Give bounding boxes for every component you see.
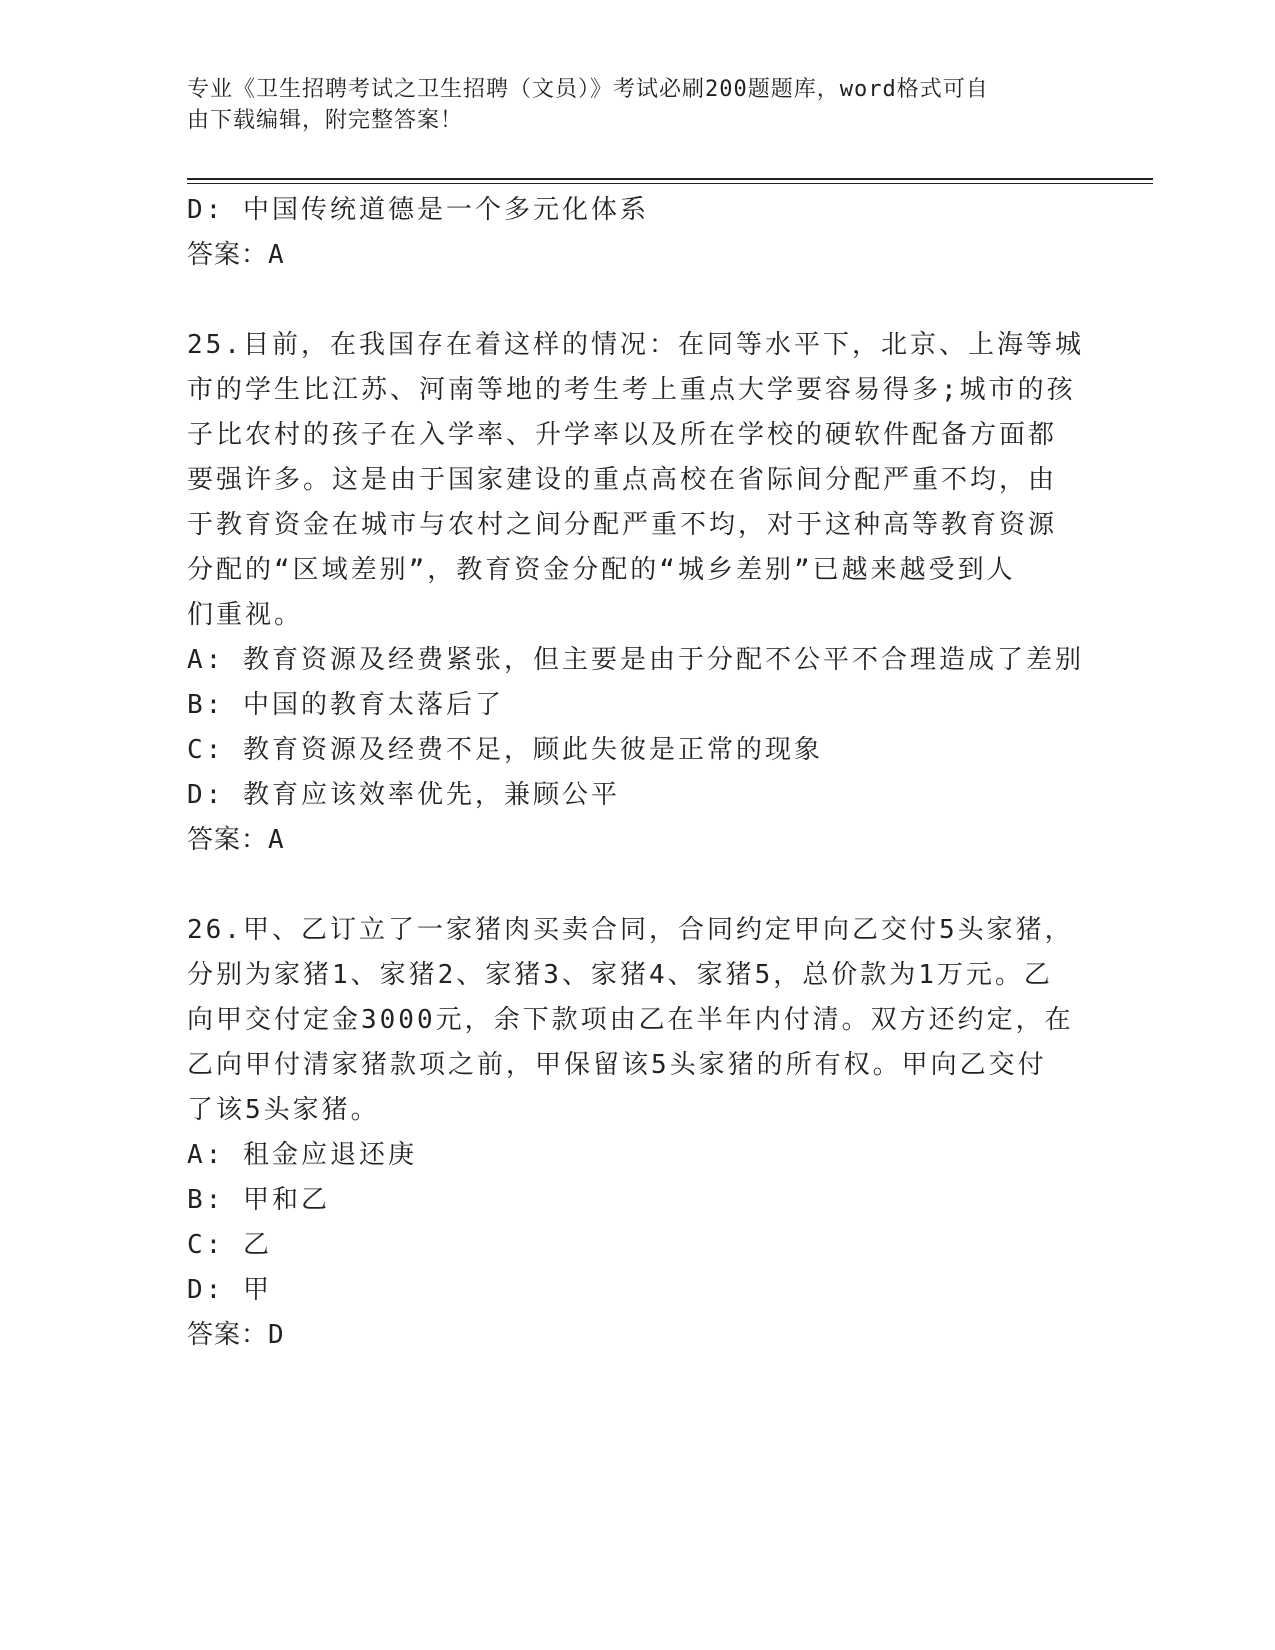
stem-line: 向甲交付定金3000元，余下款项由乙在半年内付清。双方还约定，在 (187, 1005, 1074, 1035)
page-header (187, 74, 1077, 136)
stem-line: 25.目前，在我国存在着这样的情况：在同等水平下，北京、上海等城 (187, 330, 1084, 360)
stem-line: 乙向甲付清家猪款项之前，甲保留该5头家猪的所有权。甲向乙交付 (187, 1050, 1047, 1080)
option-d: D: 中国传统道德是一个多元化体系 (187, 195, 649, 225)
header-divider-thin (187, 183, 1153, 184)
stem-line: 子比农村的孩子在入学率、升学率以及所在学校的硬软件配备方面都 (187, 420, 1058, 450)
spacer (187, 863, 1087, 908)
option-a: A: 租金应退还庚 (187, 1140, 417, 1170)
option-d: D: 教育应该效率优先，兼顾公平 (187, 780, 620, 810)
header-line-2: 由下载编辑，附完整答案！ (187, 108, 464, 133)
document-body (187, 188, 1087, 1358)
option-c: C: 乙 (187, 1230, 272, 1260)
stem-line: 了该5头家猪。 (187, 1095, 380, 1125)
stem-line: 26.甲、乙订立了一家猪肉买卖合同，合同约定甲向乙交付5头家猪， (187, 915, 1074, 945)
spacer (187, 278, 1087, 323)
question-25 (187, 323, 1087, 863)
option-c: C: 教育资源及经费不足，顾此失彼是正常的现象 (187, 735, 823, 765)
option-d: D: 甲 (187, 1275, 272, 1305)
stem-line: 分配的“区域差别”，教育资金分配的“城乡差别”已越来越受到人 (187, 555, 1016, 585)
header-divider (187, 178, 1153, 180)
option-a: A: 教育资源及经费紧张，但主要是由于分配不公平不合理造成了差别 (187, 645, 1084, 675)
option-b: B: 中国的教育太落后了 (187, 690, 504, 720)
answer-line: 答案：A (187, 825, 285, 855)
answer-line: 答案：D (187, 1320, 285, 1350)
stem-line: 要强许多。这是由于国家建设的重点高校在省际间分配严重不均，由 (187, 465, 1058, 495)
question-26 (187, 908, 1087, 1358)
stem-line: 们重视。 (187, 600, 304, 630)
stem-line: 于教育资金在城市与农村之间分配严重不均，对于这种高等教育资源 (187, 510, 1058, 540)
stem-line: 分别为家猪1、家猪2、家猪3、家猪4、家猪5，总价款为1万元。乙 (187, 960, 1053, 990)
header-line-1: 专业《卫生招聘考试之卫生招聘（文员）》考试必刷200题题库，word格式可自 (187, 77, 989, 102)
question-24-tail (187, 188, 1087, 278)
question-stem (187, 323, 1087, 638)
answer-line: 答案：A (187, 240, 285, 270)
option-b: B: 甲和乙 (187, 1185, 330, 1215)
stem-line: 市的学生比江苏、河南等地的考生考上重点大学要容易得多;城市的孩 (187, 375, 1076, 405)
question-stem (187, 908, 1087, 1133)
